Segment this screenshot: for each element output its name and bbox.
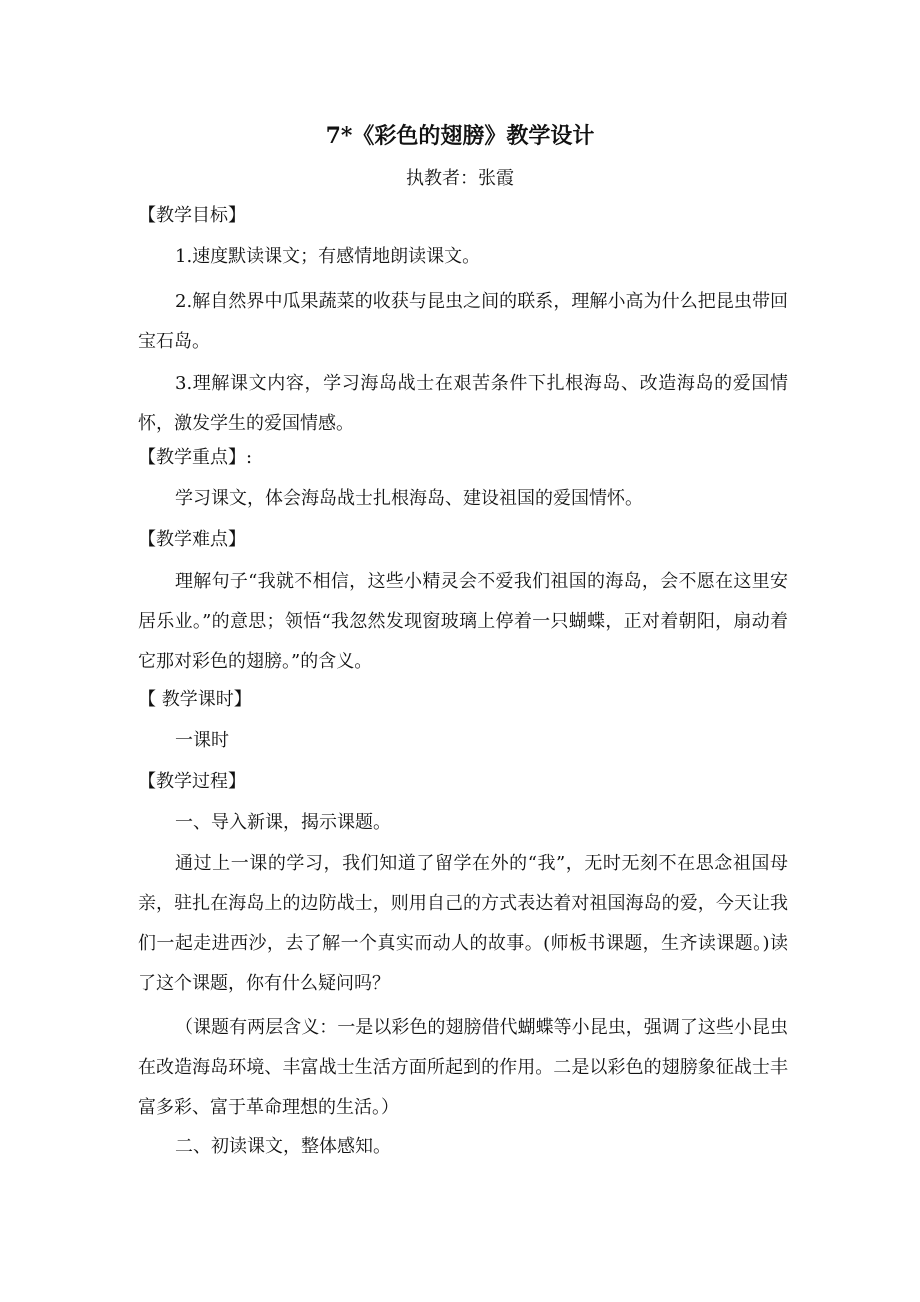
objective-item-1: 1.速度默读课文；有感情地朗读课文。 bbox=[175, 246, 481, 267]
difficulties-heading: 【教学难点】 bbox=[138, 529, 246, 550]
periods-text: 一课时 bbox=[175, 730, 229, 751]
objective-item-3: 3.理解课文内容，学习海岛战士在艰苦条件下扎根海岛、改造海岛的爱国情怀，激发学生的爱国情感。 bbox=[138, 373, 788, 434]
process-step-1: 一、导入新课，揭示课题。 bbox=[175, 812, 391, 833]
process-heading: 【教学过程】 bbox=[138, 771, 246, 792]
objective-item-2: 2.解自然界中瓜果蔬菜的收获与昆虫之间的联系，理解小高为什么把昆虫带回宝石岛。 bbox=[138, 291, 788, 352]
difficulties-text: 理解句子“我就不相信，这些小精灵会不爱我们祖国的海岛，会不愿在这里安居乐业。”的意思；领悟“我忽然发现窗玻璃上停着一只蝴蝶，正对着朝阳，扇动着它那对彩色的翅膀。”的含义。 bbox=[138, 571, 788, 672]
process-step-2: 二、初读课文，整体感知。 bbox=[175, 1136, 391, 1157]
process-note-text: （课题有两层含义：一是以彩色的翅膀借代蝴蝶等小昆虫，强调了这些小昆虫在改造海岛环境、丰富战士生活方面所起到的作用。二是以彩色的翅膀象征战士丰富多彩、富于革命理想的生活。） bbox=[138, 1017, 788, 1118]
key-points-heading: 【教学重点】: bbox=[138, 447, 253, 468]
document-title: 7*《彩色的翅膀》教学设计 bbox=[325, 123, 595, 149]
author-line: 执教者：张霞 bbox=[406, 168, 514, 189]
key-points-text: 学习课文，体会海岛战士扎根海岛、建设祖国的爱国情怀。 bbox=[175, 488, 643, 509]
process-intro-text: 通过上一课的学习，我们知道了留学在外的“我”，无时无刻不在思念祖国母亲，驻扎在海岛上的边防战士，则用自己的方式表达着对祖国海岛的爱，今天让我们一起走进西沙，去了解一个真实而动人的故事。(师板书课题，生齐读课题。)读了这个课题，你有什么疑问吗？ bbox=[138, 853, 788, 994]
objectives-heading: 【教学目标】 bbox=[138, 205, 246, 226]
periods-heading: 【 教学课时】 bbox=[138, 689, 252, 710]
